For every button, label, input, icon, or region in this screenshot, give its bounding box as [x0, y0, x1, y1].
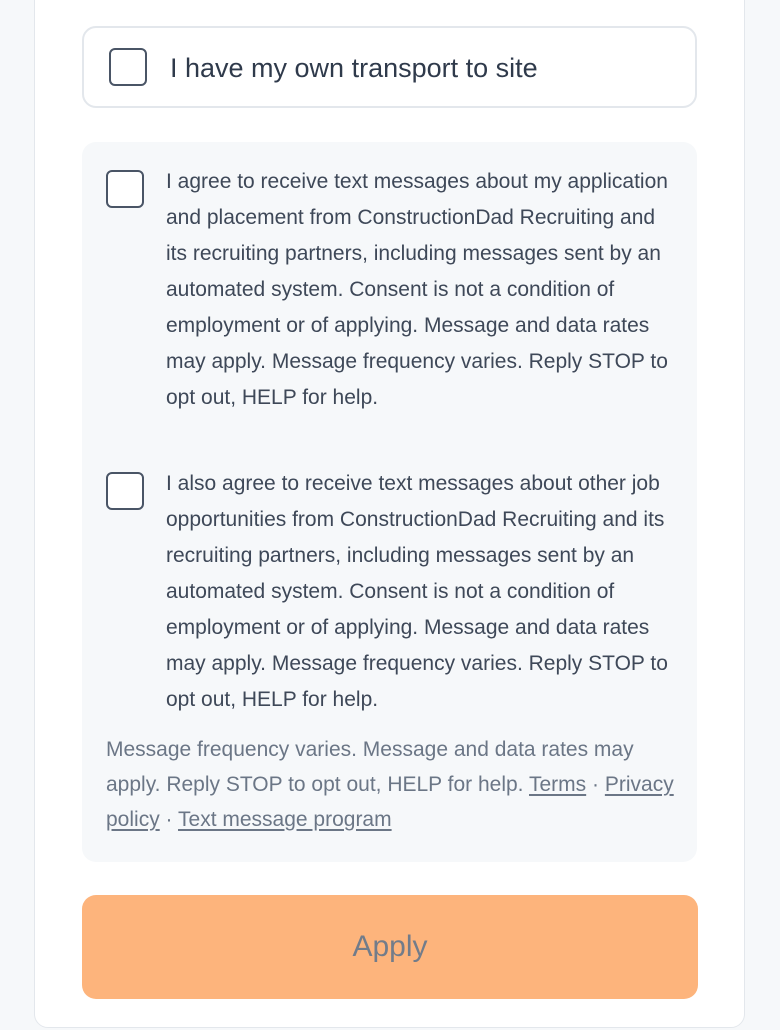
own-transport-checkbox[interactable] — [109, 48, 147, 86]
privacy-policy-link[interactable]: Privacy policy — [106, 773, 674, 831]
terms-link[interactable]: Terms — [529, 773, 587, 796]
other-jobs-sms-checkbox[interactable] — [106, 472, 144, 510]
application-sms-checkbox[interactable] — [106, 170, 144, 208]
application-sms-consent-text: I agree to receive text messages about my application and placement from ConstructionDad Recruiting and its recruiting partners, including messages sent by an automated system. Consent is not a condition of employment or of applying. Message and data rates may apply. Message frequency varies. Reply STOP to opt out, HELP for help. — [166, 170, 668, 409]
sms-disclosure-text: Message frequency varies. Message and data rates may apply. Reply STOP to opt out, HELP for help. — [106, 738, 634, 796]
link-separator: · — [165, 808, 173, 831]
sms-disclosure-note — [106, 732, 681, 837]
other-jobs-sms-consent-text: I also agree to receive text messages about other job opportunities from ConstructionDad Recruiting and its recruiting partners, including messages sent by an automated system. Consent is not a condition of employment or of applying. Message and data rates may apply. Message frequency varies. Reply STOP to opt out, HELP for help. — [166, 472, 668, 711]
text-message-program-link[interactable]: Text message program — [178, 808, 392, 831]
own-transport-label: I have my own transport to site — [170, 53, 538, 83]
sms-consent-panel — [82, 142, 697, 862]
link-separator: · — [592, 773, 600, 796]
apply-button[interactable]: Apply — [82, 895, 698, 999]
own-transport-option[interactable] — [82, 26, 697, 108]
